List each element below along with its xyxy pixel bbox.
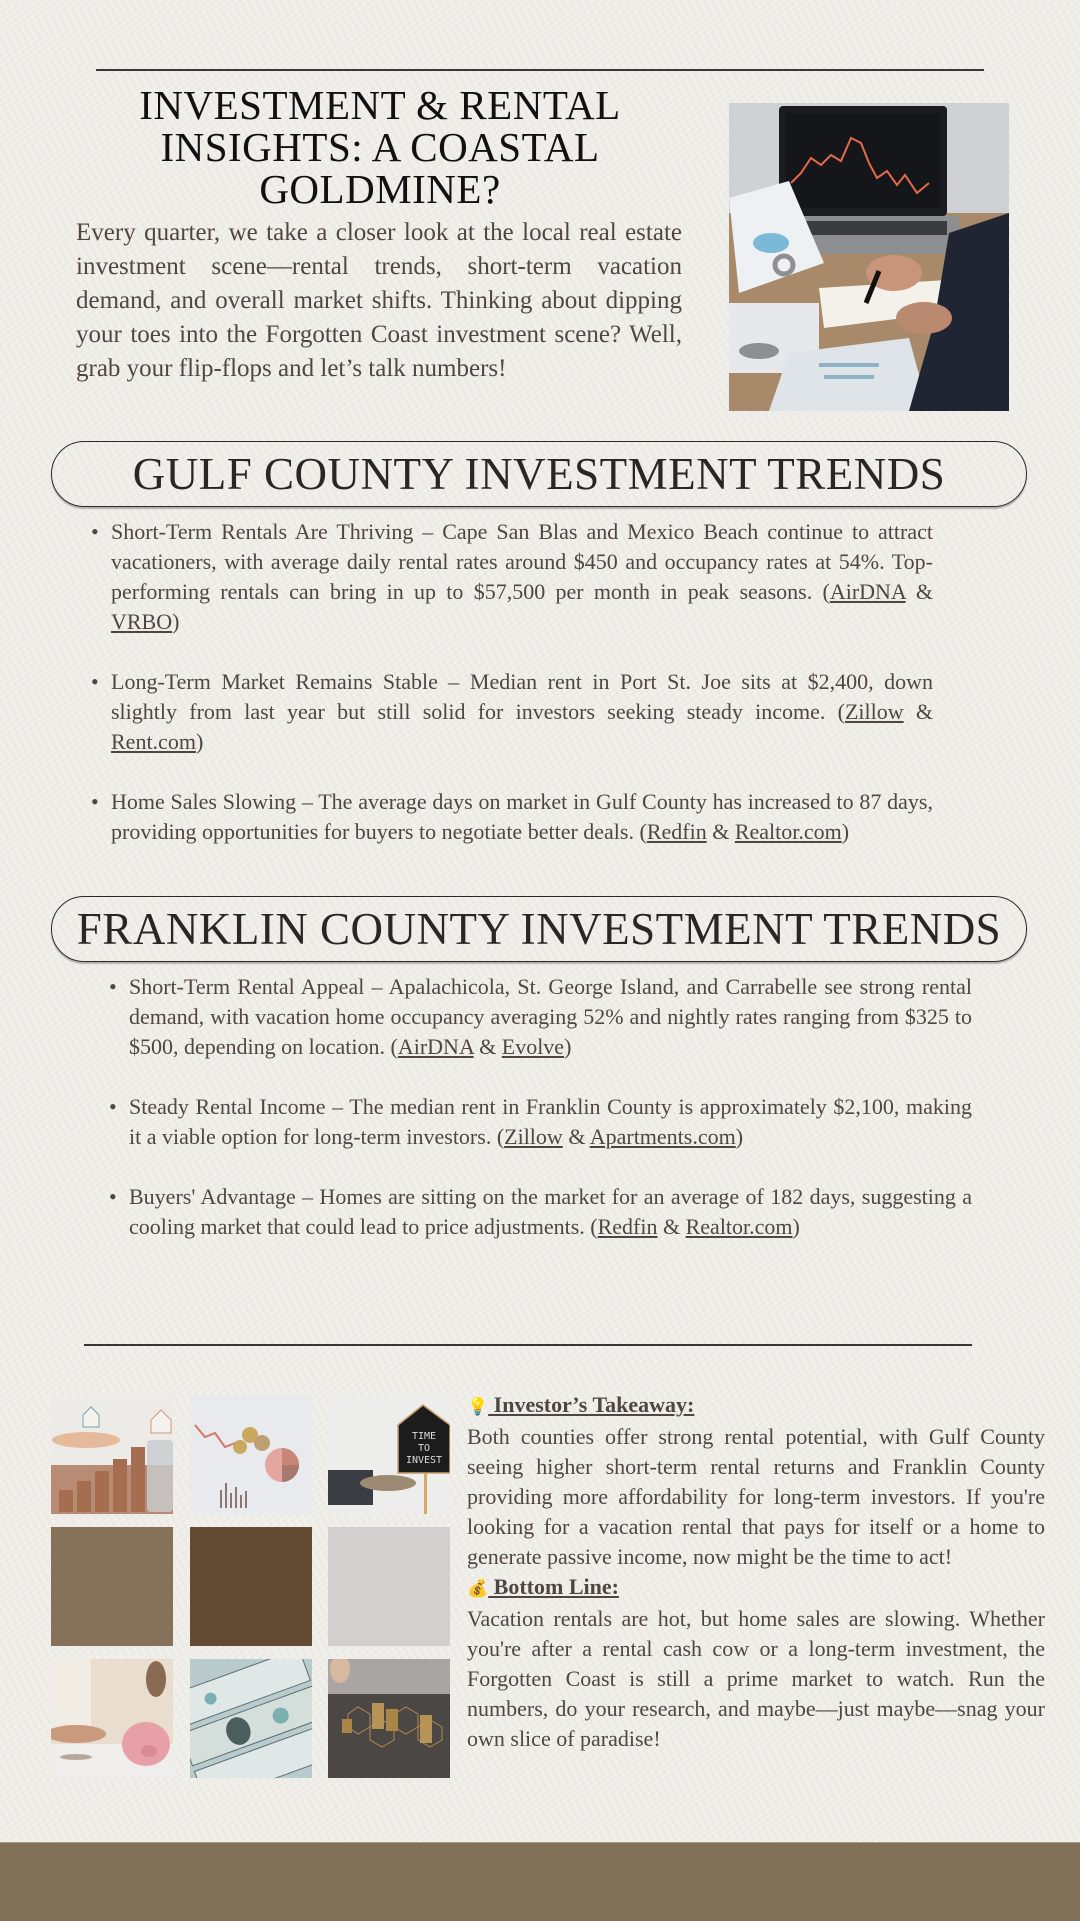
list-item: • Short-Term Rental Appeal – Apalachicola, St. George Island, and Carrabelle see strong rental demand, with vacation home occupancy averaging 52% and nightly rates ranging from $325 to $500, depending on location. (AirDNA & Evolve) — [129, 972, 972, 1062]
color-swatch-brown — [190, 1527, 312, 1646]
lightbulb-icon: 💡 — [467, 1397, 489, 1416]
gulf-trends-list — [111, 517, 933, 877]
source-link-redfin[interactable]: Redfin — [646, 819, 707, 844]
takeaway-heading-row — [467, 1390, 1045, 1422]
source-link-redfin[interactable]: Redfin — [597, 1214, 658, 1239]
svg-text:INVEST: INVEST — [405, 1455, 443, 1466]
section-divider — [84, 1344, 972, 1346]
franklin-county-heading — [51, 896, 1027, 962]
franklin-trends-list — [129, 972, 972, 1272]
source-link-zillow[interactable]: Zillow — [504, 1124, 563, 1149]
bottom-line-body: Vacation rentals are hot, but home sales are slowing. Whether you're after a rental cash cow or a long-term investment, the Forgotten Coast is still a prime market to watch. Run the numbers, do your research, and maybe—just maybe—snag your own slice of paradise! — [467, 1606, 1045, 1751]
dollar-bills-illustration — [190, 1659, 312, 1778]
source-link-realtor-com[interactable]: Realtor.com — [685, 1214, 793, 1239]
gallery-photo-coin-stacks — [328, 1659, 450, 1778]
gulf-county-heading — [51, 441, 1027, 507]
color-swatch-light-gray — [328, 1527, 450, 1646]
list-item: • Home Sales Slowing – The average days on market in Gulf County has increased to 87 days, providing opportunities for buyers to negotiate better deals. (Redfin & Realtor.com) — [111, 787, 933, 847]
gallery-photo-pie-chart — [190, 1395, 312, 1514]
list-item: • Steady Rental Income – The median rent in Franklin County is approximately $2,100, making it a viable option for long-term investors. (Zillow & Apartments.com) — [129, 1092, 972, 1152]
coin-stacks-illustration — [328, 1659, 450, 1778]
gallery-photo-time-to-invest — [328, 1395, 450, 1514]
source-link-airdna[interactable]: AirDNA — [397, 1034, 474, 1059]
color-swatch-taupe — [51, 1527, 173, 1646]
source-link-evolve[interactable]: Evolve — [501, 1034, 565, 1059]
source-link-zillow[interactable]: Zillow — [844, 699, 904, 724]
invest-coins-illustration — [51, 1395, 173, 1514]
svg-text:TIME: TIME — [411, 1431, 437, 1442]
bottom-line-heading: Bottom Line: — [488, 1574, 619, 1599]
source-link-rent-com[interactable]: Rent.com — [111, 729, 196, 754]
piggy-bank-illustration — [51, 1659, 173, 1778]
source-link-realtor-com[interactable]: Realtor.com — [734, 819, 842, 844]
laptop-chart-illustration — [729, 103, 1009, 411]
takeaway-heading: Investor’s Takeaway: — [488, 1392, 695, 1417]
list-item: • Short-Term Rentals Are Thriving – Cape San Blas and Mexico Beach continue to attract vacationers, with average daily rental rates around $450 and occupancy rates at 54%. Top-performing rentals can bring in up to $57,500 per month in peak seasons. (AirDNA & VRBO) — [111, 517, 933, 637]
takeaway-body: Both counties offer strong rental potential, with Gulf County seeing higher short-term rental returns and Franklin County providing more affordability for long-term investors. If you're looking for a vacation rental that pays for itself or a home to generate passive income, now might be the time to act! — [467, 1424, 1045, 1569]
gallery-photo-piggy-bank — [51, 1659, 173, 1778]
source-link-vrbo[interactable]: VRBO — [111, 609, 173, 634]
source-link-apartments-com[interactable]: Apartments.com — [589, 1124, 736, 1149]
franklin-county-heading-text: FRANKLIN COUNTY INVESTMENT TRENDS — [76, 904, 1002, 954]
gulf-county-heading-text: GULF COUNTY INVESTMENT TRENDS — [132, 449, 946, 499]
list-item: • Long-Term Market Remains Stable – Median rent in Port St. Joe sits at $2,400, down slightly from last year but still solid for investors seeking steady income. (Zillow & Rent.com) — [111, 667, 933, 757]
money-bag-icon: 💰 — [467, 1579, 489, 1598]
time-to-invest-sign-illustration — [328, 1395, 450, 1514]
source-link-airdna[interactable]: AirDNA — [829, 579, 906, 604]
investor-takeaway — [467, 1390, 1045, 1754]
page-title: INVESTMENT & RENTAL INSIGHTS: A COASTAL GOLDMINE? — [139, 82, 621, 212]
bottom-line-heading-row — [467, 1572, 1045, 1604]
gallery-photo-invest-coins — [51, 1395, 173, 1514]
svg-text:TO: TO — [417, 1443, 431, 1454]
intro-paragraph: Every quarter, we take a closer look at the local real estate investment scene—rental trends, short-term vacation demand, and overall market shifts. Thinking about dipping your toes into the Forgotten Coast investment scene? Well, grab your flip-flops and let’s talk numbers! — [76, 219, 682, 382]
footer-band — [0, 1842, 1080, 1921]
top-divider — [96, 69, 984, 71]
list-item: • Buyers' Advantage – Homes are sitting on the market for an average of 182 days, suggesting a cooling market that could lead to price adjustments. (Redfin & Realtor.com) — [129, 1182, 972, 1242]
hero-image — [729, 103, 1009, 411]
gallery-photo-dollar-bills — [190, 1659, 312, 1778]
pie-chart-papers-illustration — [190, 1395, 312, 1514]
